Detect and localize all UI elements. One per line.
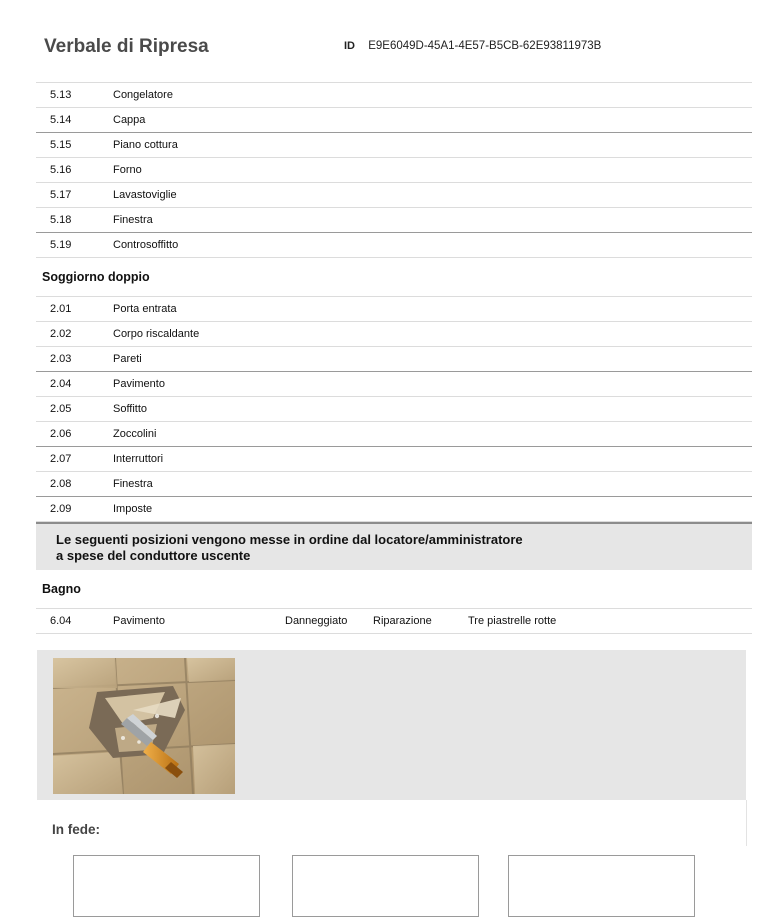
document-id-label: ID — [344, 40, 355, 52]
table-row — [36, 182, 752, 207]
section-title: Soggiorno doppio — [42, 270, 150, 284]
item-number: 5.18 — [50, 214, 72, 226]
item-label: Controsoffitto — [113, 239, 179, 251]
item-label: Corpo riscaldante — [113, 328, 200, 340]
item-number: 5.16 — [50, 164, 72, 176]
signature-box-3[interactable] — [508, 855, 695, 917]
divider — [746, 800, 747, 846]
document-title: Verbale di Ripresa — [44, 36, 209, 57]
item-note: Tre piastrelle rotte — [468, 615, 557, 627]
table-row — [36, 207, 752, 232]
table-row — [36, 446, 752, 471]
item-label: Soffitto — [113, 403, 148, 415]
item-label: Congelatore — [113, 89, 173, 101]
broken-tiles-photo-icon — [53, 658, 235, 794]
tenant-charges-notice — [36, 522, 752, 570]
item-action: Riparazione — [373, 615, 432, 627]
item-number: 2.06 — [50, 428, 72, 440]
table-row — [36, 157, 752, 182]
table-row — [36, 608, 752, 634]
table-row — [36, 471, 752, 496]
item-label: Interruttori — [113, 453, 164, 465]
item-label: Pareti — [113, 353, 142, 365]
table-row — [36, 107, 752, 132]
item-number: 5.17 — [50, 189, 72, 201]
damage-photo[interactable] — [53, 658, 235, 794]
item-label: Zoccolini — [113, 428, 157, 440]
item-label: Finestra — [113, 478, 153, 490]
item-label: Lavastoviglie — [113, 189, 177, 201]
item-number: 2.09 — [50, 503, 72, 515]
notice-line-2: a spese del conduttore uscente — [56, 548, 251, 563]
table-row — [36, 396, 752, 421]
table-row — [36, 132, 752, 157]
signature-box-1[interactable] — [73, 855, 260, 917]
item-number: 2.03 — [50, 353, 72, 365]
signature-box-2[interactable] — [292, 855, 479, 917]
item-number: 2.04 — [50, 378, 72, 390]
item-number: 6.04 — [50, 615, 72, 627]
item-number: 5.14 — [50, 114, 72, 126]
item-number: 2.02 — [50, 328, 72, 340]
item-number: 2.05 — [50, 403, 72, 415]
item-label: Piano cottura — [113, 139, 178, 151]
table-row — [36, 421, 752, 446]
item-number: 2.08 — [50, 478, 72, 490]
item-number: 5.19 — [50, 239, 72, 251]
table-row — [36, 371, 752, 396]
photo-panel — [37, 650, 746, 800]
section-heading-living-room — [36, 257, 752, 296]
item-state: Danneggiato — [285, 615, 348, 627]
item-number: 5.13 — [50, 89, 72, 101]
item-number: 2.01 — [50, 303, 72, 315]
document-id — [344, 40, 601, 52]
item-number: 2.07 — [50, 453, 72, 465]
inspection-list — [36, 82, 752, 634]
document-header — [44, 30, 724, 64]
item-label: Forno — [113, 164, 142, 176]
section-heading-bathroom — [36, 570, 752, 608]
signature-label: In fede: — [52, 822, 101, 837]
item-label: Finestra — [113, 214, 153, 226]
section-title: Bagno — [42, 582, 81, 596]
table-row — [36, 321, 752, 346]
notice-line-1: Le seguenti posizioni vengono messe in ordine dal locatore/amministratore — [56, 532, 523, 547]
item-label: Pavimento — [113, 615, 165, 627]
item-label: Porta entrata — [113, 303, 177, 315]
table-row — [36, 232, 752, 257]
item-label: Imposte — [113, 503, 153, 515]
table-row — [36, 496, 752, 522]
item-label: Pavimento — [113, 378, 165, 390]
table-row — [36, 296, 752, 321]
table-row — [36, 82, 752, 107]
item-label: Cappa — [113, 114, 146, 126]
item-number: 5.15 — [50, 139, 72, 151]
document-id-value: E9E6049D-45A1-4E57-B5CB-62E93811973B — [368, 40, 602, 52]
table-row — [36, 346, 752, 371]
